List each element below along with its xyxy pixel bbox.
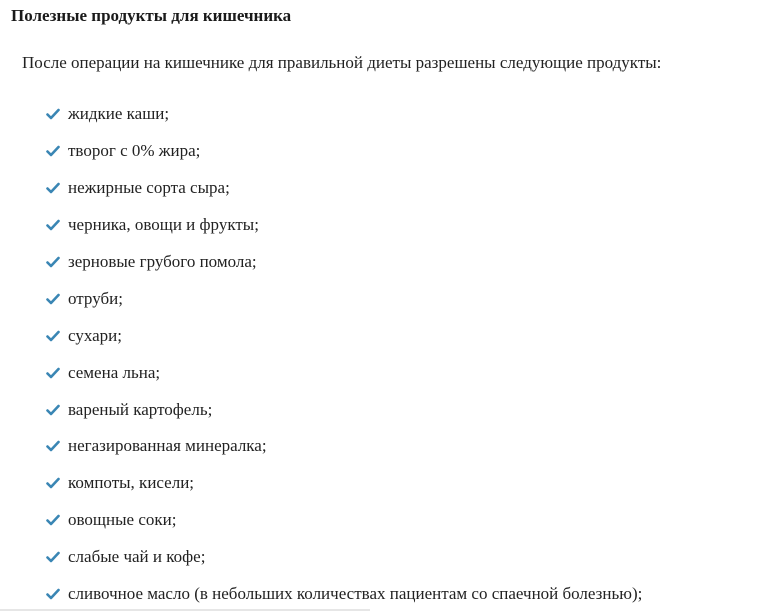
checkmark-icon	[46, 550, 60, 564]
checkmark-icon	[46, 587, 60, 601]
list-item-label: сухари;	[68, 325, 122, 345]
list-item-label: зерновые грубого помола;	[68, 252, 257, 271]
list-item	[46, 207, 642, 244]
list-item	[46, 280, 642, 317]
checkmark-icon	[46, 513, 60, 527]
list-item	[46, 244, 642, 281]
checkmark-icon	[46, 181, 60, 195]
list-item	[46, 576, 642, 612]
list-item	[46, 502, 642, 539]
list-item	[46, 354, 642, 391]
checkmark-icon	[46, 439, 60, 453]
checkmark-icon	[46, 144, 60, 158]
list-item-label: сливочное масло (в небольших количествах пациентам со спаечной болезнью);	[68, 584, 643, 604]
list-item-label: нежирные сорта сыра;	[68, 178, 230, 198]
checkmark-icon	[46, 292, 60, 306]
list-item	[46, 391, 642, 428]
list-item-label: вареный картофель;	[68, 399, 213, 419]
list-item	[46, 465, 642, 502]
checkmark-icon	[46, 366, 60, 380]
list-item-label: творог с 0% жира;	[68, 141, 201, 161]
list-item	[46, 96, 642, 133]
checkmark-icon	[46, 218, 60, 232]
list-item	[46, 317, 642, 354]
list-item-label: семена льна;	[68, 362, 161, 382]
checkmark-icon	[46, 476, 60, 490]
checkmark-icon	[46, 255, 60, 269]
list-item-label: жидкие каши;	[68, 104, 170, 124]
checkmark-icon	[46, 403, 60, 417]
list-item	[46, 170, 642, 207]
list-item	[46, 428, 642, 465]
list-item-label: черника, овощи и фрукты;	[68, 215, 259, 235]
list-item-label: компоты, кисели;	[68, 473, 195, 493]
list-item	[46, 539, 642, 576]
intro-paragraph: После операции на кишечнике для правильной диеты разрешены следующие продукты:	[22, 53, 662, 72]
checkmark-icon	[46, 329, 60, 343]
list-item-label: отруби;	[68, 288, 123, 308]
list-item-label: негазированная минералка;	[68, 436, 267, 456]
list-item-label: слабые чай и кофе;	[68, 547, 206, 567]
checkmark-icon	[46, 107, 60, 121]
allowed-products-list	[46, 96, 642, 612]
section-heading: Полезные продукты для кишечника	[11, 6, 292, 25]
list-item	[46, 133, 642, 170]
list-item-label: овощные соки;	[68, 510, 177, 530]
